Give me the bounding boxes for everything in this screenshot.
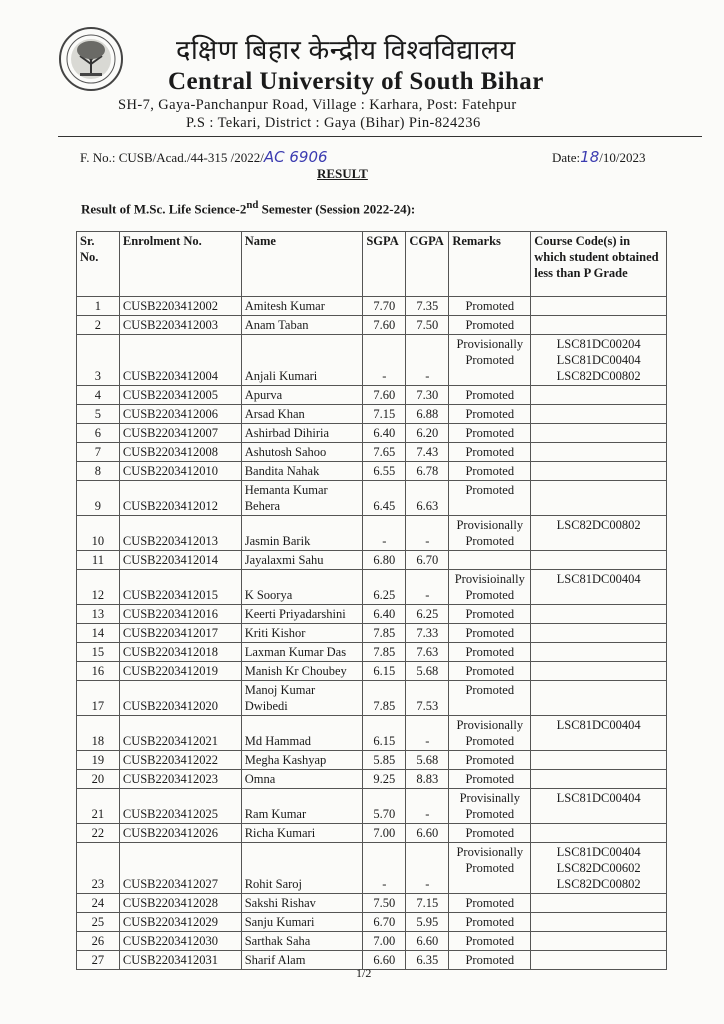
cell-remarks: Provisioinally Promoted	[449, 570, 531, 605]
header-enrolment: Enrolment No.	[119, 232, 241, 297]
cell-enrolment: CUSB2203412018	[119, 643, 241, 662]
cell-cgpa: -	[406, 335, 449, 386]
cell-course-codes	[531, 551, 667, 570]
table-row	[77, 770, 667, 789]
cell-name: Ashutosh Sahoo	[241, 443, 363, 462]
cell-remarks: Promoted	[449, 443, 531, 462]
cell-sr-no: 23	[77, 843, 120, 894]
table-row	[77, 481, 667, 516]
table-row	[77, 624, 667, 643]
university-seal-logo	[58, 26, 124, 92]
cell-enrolment: CUSB2203412014	[119, 551, 241, 570]
cell-cgpa: 7.50	[406, 316, 449, 335]
cell-remarks: Promoted	[449, 405, 531, 424]
cell-sgpa: 6.15	[363, 662, 406, 681]
cell-name: Sanju Kumari	[241, 913, 363, 932]
cell-sgpa: 7.70	[363, 297, 406, 316]
cell-cgpa: 6.63	[406, 481, 449, 516]
cell-course-codes	[531, 662, 667, 681]
cell-enrolment: CUSB2203412028	[119, 894, 241, 913]
cell-remarks: Promoted	[449, 624, 531, 643]
cell-remarks: Provisinally Promoted	[449, 789, 531, 824]
cell-enrolment: CUSB2203412022	[119, 751, 241, 770]
cell-course-codes: LSC81DC00404	[531, 789, 667, 824]
cell-name: Md Hammad	[241, 716, 363, 751]
table-row	[77, 405, 667, 424]
cell-name: Amitesh Kumar	[241, 297, 363, 316]
cell-remarks: Promoted	[449, 751, 531, 770]
cell-course-codes	[531, 951, 667, 970]
cell-cgpa: 6.60	[406, 824, 449, 843]
cell-sgpa: 6.25	[363, 570, 406, 605]
cell-remarks: Promoted	[449, 297, 531, 316]
cell-cgpa: 7.63	[406, 643, 449, 662]
cell-course-codes	[531, 624, 667, 643]
cell-sr-no: 27	[77, 951, 120, 970]
table-header-row	[77, 232, 667, 297]
cell-sr-no: 19	[77, 751, 120, 770]
cell-enrolment: CUSB2203412030	[119, 932, 241, 951]
header-cgpa: CGPA	[406, 232, 449, 297]
cell-course-codes	[531, 481, 667, 516]
cell-cgpa: 6.25	[406, 605, 449, 624]
cell-sgpa: 7.50	[363, 894, 406, 913]
cell-cgpa: 6.88	[406, 405, 449, 424]
cell-enrolment: CUSB2203412031	[119, 951, 241, 970]
cell-sr-no: 24	[77, 894, 120, 913]
cell-sgpa: 6.40	[363, 605, 406, 624]
header-name: Name	[241, 232, 363, 297]
cell-sr-no: 7	[77, 443, 120, 462]
table-row	[77, 297, 667, 316]
cell-sgpa: 7.00	[363, 932, 406, 951]
cell-sr-no: 12	[77, 570, 120, 605]
cell-sr-no: 18	[77, 716, 120, 751]
cell-sr-no: 4	[77, 386, 120, 405]
cell-sgpa: 7.85	[363, 643, 406, 662]
cell-remarks: Promoted	[449, 913, 531, 932]
cell-remarks: Provisionally Promoted	[449, 335, 531, 386]
cell-course-codes	[531, 443, 667, 462]
cell-enrolment: CUSB2203412029	[119, 913, 241, 932]
cell-name: Manoj Kumar Dwibedi	[241, 681, 363, 716]
cell-sgpa: 5.85	[363, 751, 406, 770]
cell-name: Bandita Nahak	[241, 462, 363, 481]
cell-name: Jasmin Barik	[241, 516, 363, 551]
cell-sgpa: 9.25	[363, 770, 406, 789]
cell-name: Rohit Saroj	[241, 843, 363, 894]
cell-enrolment: CUSB2203412023	[119, 770, 241, 789]
cell-enrolment: CUSB2203412026	[119, 824, 241, 843]
cell-course-codes	[531, 913, 667, 932]
cell-cgpa: 7.33	[406, 624, 449, 643]
cell-cgpa: 7.35	[406, 297, 449, 316]
cell-remarks: Promoted	[449, 770, 531, 789]
cell-enrolment: CUSB2203412007	[119, 424, 241, 443]
cell-course-codes	[531, 751, 667, 770]
cell-cgpa: -	[406, 843, 449, 894]
address-line-2: P.S : Tekari, District : Gaya (Bihar) Pin-824236	[186, 115, 481, 131]
cell-course-codes	[531, 824, 667, 843]
cell-sr-no: 21	[77, 789, 120, 824]
university-name-hindi: दक्षिण बिहार केन्द्रीय विश्वविद्यालय	[176, 35, 516, 65]
cell-sgpa: -	[363, 516, 406, 551]
cell-name: Laxman Kumar Das	[241, 643, 363, 662]
table-row	[77, 681, 667, 716]
cell-sr-no: 25	[77, 913, 120, 932]
cell-remarks: Promoted	[449, 643, 531, 662]
cell-course-codes	[531, 424, 667, 443]
result-subtitle: Result of M.Sc. Life Science-2nd Semester (Session 2022-24):	[81, 199, 416, 217]
address-line-1: SH-7, Gaya-Panchanpur Road, Village : Karhara, Post: Fatehpur	[118, 97, 517, 113]
cell-course-codes	[531, 605, 667, 624]
document-title: RESULT	[317, 166, 368, 181]
cell-sgpa: 6.15	[363, 716, 406, 751]
table-row	[77, 751, 667, 770]
table-row	[77, 913, 667, 932]
date-rest: /10/2023	[599, 150, 646, 165]
cell-remarks: Promoted	[449, 386, 531, 405]
cell-sgpa: 6.80	[363, 551, 406, 570]
cell-course-codes	[531, 932, 667, 951]
cell-name: Apurva	[241, 386, 363, 405]
cell-name: Sarthak Saha	[241, 932, 363, 951]
cell-cgpa: 6.70	[406, 551, 449, 570]
table-row	[77, 570, 667, 605]
cell-course-codes: LSC81DC00404	[531, 570, 667, 605]
cell-sgpa: 7.15	[363, 405, 406, 424]
cell-course-codes	[531, 770, 667, 789]
file-number-handwritten: AC 6906	[263, 148, 328, 166]
cell-cgpa: 7.43	[406, 443, 449, 462]
cell-remarks: Promoted	[449, 605, 531, 624]
cell-name: Sakshi Rishav	[241, 894, 363, 913]
cell-enrolment: CUSB2203412012	[119, 481, 241, 516]
cell-enrolment: CUSB2203412003	[119, 316, 241, 335]
cell-cgpa: 7.15	[406, 894, 449, 913]
table-row	[77, 516, 667, 551]
cell-sr-no: 17	[77, 681, 120, 716]
cell-name: Anam Taban	[241, 316, 363, 335]
cell-cgpa: 8.83	[406, 770, 449, 789]
cell-enrolment: CUSB2203412016	[119, 605, 241, 624]
cell-name: Hemanta Kumar Behera	[241, 481, 363, 516]
cell-name: Keerti Priyadarshini	[241, 605, 363, 624]
cell-enrolment: CUSB2203412015	[119, 570, 241, 605]
table-row	[77, 316, 667, 335]
table-row	[77, 424, 667, 443]
table-row	[77, 932, 667, 951]
cell-sr-no: 13	[77, 605, 120, 624]
cell-cgpa: -	[406, 570, 449, 605]
cell-sr-no: 15	[77, 643, 120, 662]
file-number-label: F. No.: CUSB/Acad./44-315 /2022/	[80, 150, 264, 165]
cell-name: Jayalaxmi Sahu	[241, 551, 363, 570]
cell-course-codes	[531, 894, 667, 913]
cell-sgpa: 6.40	[363, 424, 406, 443]
table-row	[77, 662, 667, 681]
cell-remarks: Promoted	[449, 932, 531, 951]
cell-sgpa: 7.65	[363, 443, 406, 462]
table-row	[77, 824, 667, 843]
cell-enrolment: CUSB2203412006	[119, 405, 241, 424]
cell-cgpa: -	[406, 789, 449, 824]
table-row	[77, 843, 667, 894]
cell-enrolment: CUSB2203412020	[119, 681, 241, 716]
cell-course-codes	[531, 316, 667, 335]
date-day-handwritten: 18	[580, 148, 600, 166]
cell-sr-no: 6	[77, 424, 120, 443]
cell-cgpa: 5.95	[406, 913, 449, 932]
table-row	[77, 462, 667, 481]
cell-name: K Soorya	[241, 570, 363, 605]
cell-enrolment: CUSB2203412027	[119, 843, 241, 894]
cell-enrolment: CUSB2203412021	[119, 716, 241, 751]
table-row	[77, 605, 667, 624]
cell-remarks: Promoted	[449, 824, 531, 843]
cell-enrolment: CUSB2203412004	[119, 335, 241, 386]
header-divider	[58, 136, 702, 137]
cell-cgpa: -	[406, 716, 449, 751]
cell-course-codes	[531, 386, 667, 405]
cell-sr-no: 26	[77, 932, 120, 951]
cell-sgpa: -	[363, 335, 406, 386]
cell-cgpa: 6.60	[406, 932, 449, 951]
cell-course-codes: LSC81DC00204 LSC81DC00404 LSC82DC00802	[531, 335, 667, 386]
cell-remarks: Promoted	[449, 662, 531, 681]
table-row	[77, 716, 667, 751]
cell-name: Ashirbad Dihiria	[241, 424, 363, 443]
cell-enrolment: CUSB2203412002	[119, 297, 241, 316]
cell-course-codes	[531, 643, 667, 662]
cell-remarks: Provisionally Promoted	[449, 516, 531, 551]
cell-enrolment: CUSB2203412019	[119, 662, 241, 681]
cell-name: Ram Kumar	[241, 789, 363, 824]
cell-remarks	[449, 551, 531, 570]
cell-cgpa: -	[406, 516, 449, 551]
cell-remarks: Provisionally Promoted	[449, 843, 531, 894]
cell-sgpa: 7.85	[363, 624, 406, 643]
cell-remarks: Promoted	[449, 951, 531, 970]
header-remarks: Remarks	[449, 232, 531, 297]
file-number	[80, 148, 328, 166]
header-sgpa: SGPA	[363, 232, 406, 297]
table-row	[77, 643, 667, 662]
cell-course-codes: LSC82DC00802	[531, 516, 667, 551]
cell-name: Megha Kashyap	[241, 751, 363, 770]
cell-sgpa: 6.55	[363, 462, 406, 481]
cell-sgpa: 6.60	[363, 951, 406, 970]
cell-sr-no: 2	[77, 316, 120, 335]
cell-enrolment: CUSB2203412017	[119, 624, 241, 643]
cell-remarks: Promoted	[449, 316, 531, 335]
cell-sgpa: 7.85	[363, 681, 406, 716]
cell-sgpa: 7.60	[363, 386, 406, 405]
cell-sgpa: -	[363, 843, 406, 894]
header-course-codes: Course Code(s) in which student obtained less than P Grade	[531, 232, 667, 297]
cell-cgpa: 7.53	[406, 681, 449, 716]
table-row	[77, 951, 667, 970]
cell-name: Kriti Kishor	[241, 624, 363, 643]
cell-enrolment: CUSB2203412025	[119, 789, 241, 824]
cell-cgpa: 5.68	[406, 751, 449, 770]
table-row	[77, 335, 667, 386]
cell-course-codes	[531, 297, 667, 316]
cell-sr-no: 1	[77, 297, 120, 316]
cell-remarks: Provisionally Promoted	[449, 716, 531, 751]
cell-remarks: Promoted	[449, 424, 531, 443]
date-label: Date:	[552, 150, 581, 165]
cell-course-codes	[531, 462, 667, 481]
cell-sr-no: 22	[77, 824, 120, 843]
cell-sr-no: 20	[77, 770, 120, 789]
page-number: 1/2	[356, 966, 372, 980]
document-date	[552, 148, 645, 166]
cell-cgpa: 5.68	[406, 662, 449, 681]
cell-enrolment: CUSB2203412013	[119, 516, 241, 551]
cell-sr-no: 5	[77, 405, 120, 424]
cell-sgpa: 6.70	[363, 913, 406, 932]
cell-cgpa: 6.35	[406, 951, 449, 970]
table-row	[77, 386, 667, 405]
cell-sr-no: 14	[77, 624, 120, 643]
cell-sr-no: 3	[77, 335, 120, 386]
cell-cgpa: 6.20	[406, 424, 449, 443]
cell-course-codes: LSC81DC00404	[531, 716, 667, 751]
cell-name: Richa Kumari	[241, 824, 363, 843]
cell-sr-no: 9	[77, 481, 120, 516]
cell-sr-no: 11	[77, 551, 120, 570]
cell-enrolment: CUSB2203412008	[119, 443, 241, 462]
university-name: Central University of South Bihar	[168, 68, 544, 95]
cell-sgpa: 6.45	[363, 481, 406, 516]
cell-name: Arsad Khan	[241, 405, 363, 424]
cell-cgpa: 6.78	[406, 462, 449, 481]
cell-name: Omna	[241, 770, 363, 789]
cell-sr-no: 10	[77, 516, 120, 551]
cell-enrolment: CUSB2203412010	[119, 462, 241, 481]
table-row	[77, 551, 667, 570]
cell-remarks: Promoted	[449, 894, 531, 913]
header-sr-no: Sr. No.	[77, 232, 120, 297]
cell-remarks: Promoted	[449, 681, 531, 716]
table-row	[77, 789, 667, 824]
cell-course-codes	[531, 681, 667, 716]
cell-course-codes	[531, 405, 667, 424]
cell-sr-no: 8	[77, 462, 120, 481]
cell-name: Sharif Alam	[241, 951, 363, 970]
cell-sgpa: 7.00	[363, 824, 406, 843]
cell-name: Anjali Kumari	[241, 335, 363, 386]
cell-sgpa: 7.60	[363, 316, 406, 335]
cell-sr-no: 16	[77, 662, 120, 681]
table-row	[77, 894, 667, 913]
table-row	[77, 443, 667, 462]
result-table	[76, 231, 667, 970]
cell-enrolment: CUSB2203412005	[119, 386, 241, 405]
cell-course-codes: LSC81DC00404 LSC82DC00602 LSC82DC00802	[531, 843, 667, 894]
cell-sgpa: 5.70	[363, 789, 406, 824]
cell-cgpa: 7.30	[406, 386, 449, 405]
cell-remarks: Promoted	[449, 481, 531, 516]
cell-name: Manish Kr Choubey	[241, 662, 363, 681]
cell-remarks: Promoted	[449, 462, 531, 481]
